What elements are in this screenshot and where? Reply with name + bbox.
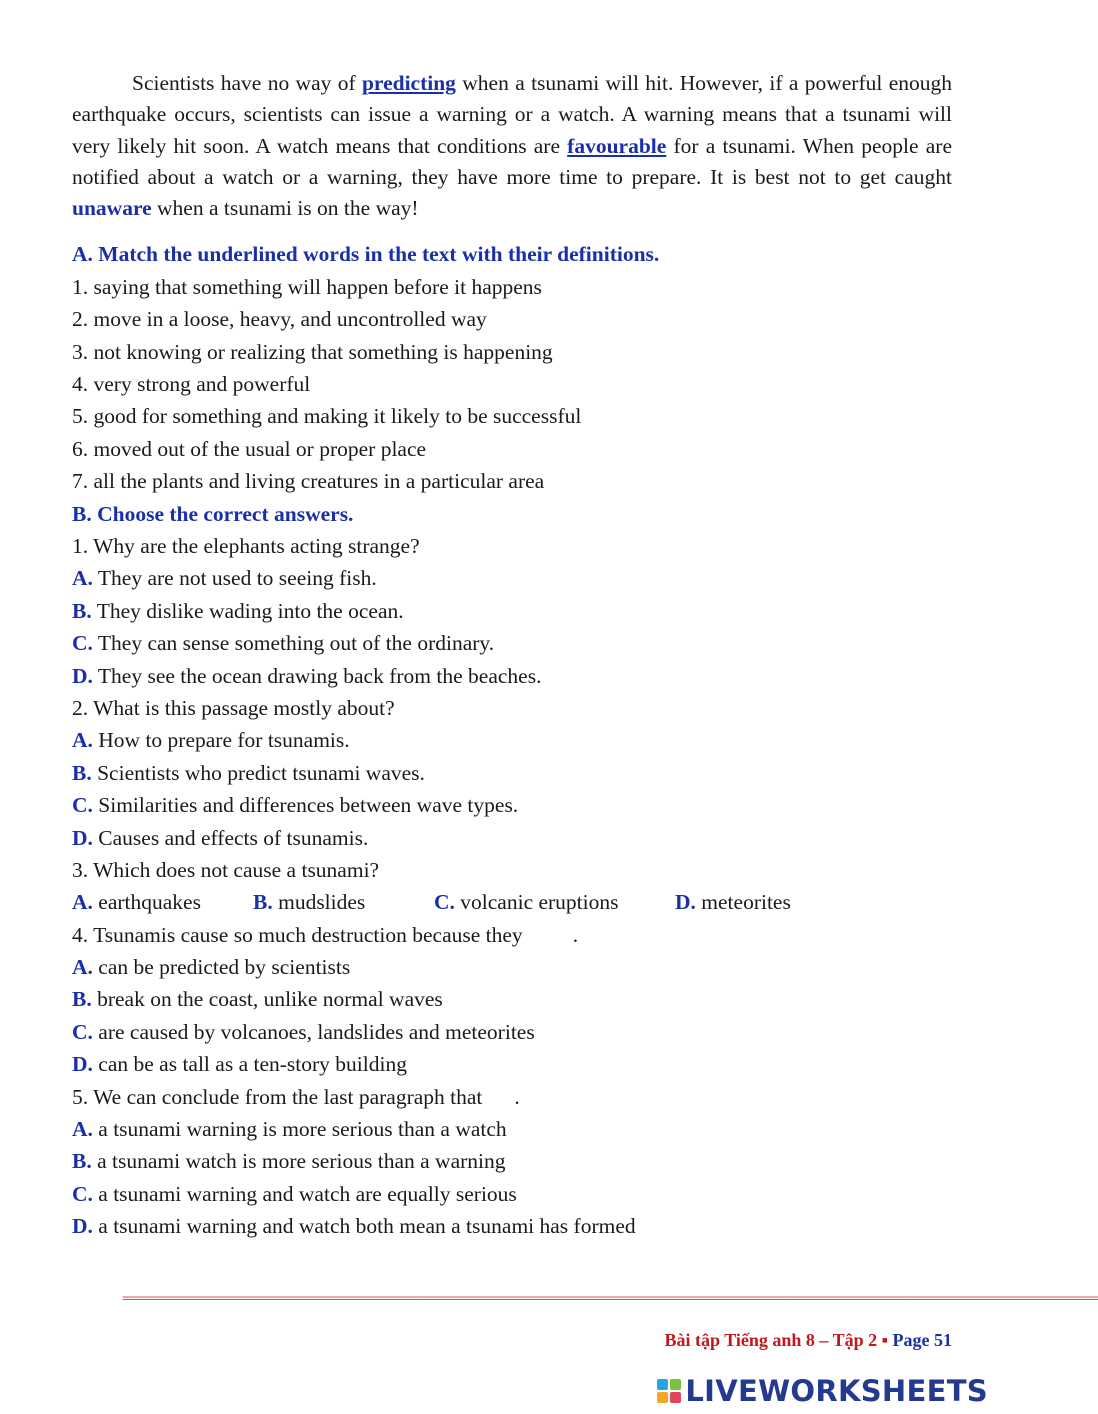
- option-cell: [72, 886, 253, 918]
- option-letter: C.: [72, 631, 93, 656]
- option-text: can be predicted by scientists: [98, 955, 351, 980]
- keyword-unaware: unaware: [72, 196, 152, 221]
- page-number: Page 51: [892, 1330, 952, 1350]
- option-text: can be as tall as a ten-story building: [98, 1052, 407, 1077]
- option-row: [72, 757, 952, 789]
- option-letter: A.: [72, 890, 93, 915]
- keyword-predicting: predicting: [361, 71, 456, 95]
- liveworksheets-logo: [657, 1372, 988, 1410]
- question-text: 5. We can conclude from the last paragraph that: [72, 1084, 483, 1109]
- option-letter: B.: [72, 1149, 92, 1174]
- option-cell: [675, 886, 791, 918]
- option-text: a tsunami warning and watch both mean a tsunami has formed: [98, 1214, 636, 1239]
- option-row: [72, 1210, 952, 1242]
- option-row: [72, 660, 952, 692]
- option-letter: D.: [72, 1052, 93, 1077]
- definition-item: 1. saying that something will happen before it happens: [72, 274, 542, 299]
- option-row: [72, 789, 952, 821]
- option-text: earthquakes: [98, 890, 201, 915]
- option-text: They are not used to seeing fish.: [97, 566, 377, 591]
- option-row: [72, 1145, 952, 1177]
- option-text: a tsunami warning is more serious than a watch: [98, 1117, 507, 1142]
- option-text: break on the coast, unlike normal waves: [97, 987, 443, 1012]
- option-row: [72, 627, 952, 659]
- option-letter: A.: [72, 955, 93, 980]
- passage-text: Scientists have no way of: [132, 71, 362, 95]
- option-letter: A.: [72, 728, 93, 753]
- question-2: 2. What is this passage mostly about?: [72, 695, 395, 720]
- option-text: Causes and effects of tsunamis.: [98, 825, 369, 850]
- definition-item: 6. moved out of the usual or proper place: [72, 436, 427, 461]
- option-text: They can sense something out of the ordinary.: [97, 631, 495, 656]
- question-5: [72, 1081, 952, 1113]
- footer-title: Bài tập Tiếng anh 8 – Tập 2 ▪: [664, 1330, 893, 1350]
- option-letter: C.: [434, 890, 455, 915]
- option-cell: [434, 886, 675, 918]
- option-row: [72, 1048, 952, 1080]
- definition-item: 4. very strong and powerful: [72, 372, 311, 397]
- option-text: volcanic eruptions: [460, 890, 619, 915]
- question-end: .: [514, 1084, 520, 1109]
- question-end: .: [572, 922, 579, 947]
- option-letter: C.: [72, 1019, 93, 1044]
- option-letter: D.: [72, 663, 93, 688]
- definition-item: 5. good for something and making it likely to be successful: [72, 404, 582, 429]
- section-a-heading: A. Match the underlined words in the text with their definitions.: [72, 242, 660, 267]
- option-text: They see the ocean drawing back from the beaches.: [97, 663, 542, 688]
- option-letter: B.: [72, 598, 92, 623]
- question-1: 1. Why are the elephants acting strange?: [72, 534, 420, 558]
- option-row-inline: [72, 886, 952, 918]
- option-row: [72, 822, 952, 854]
- option-letter: B.: [253, 890, 273, 915]
- option-letter: A.: [72, 566, 93, 591]
- option-text: a tsunami warning and watch are equally serious: [98, 1181, 517, 1206]
- option-letter: C.: [72, 1181, 93, 1206]
- option-letter: D.: [72, 825, 93, 850]
- option-text: Similarities and differences between wave types.: [98, 793, 519, 818]
- liveworksheets-logo-icon: [657, 1379, 681, 1403]
- option-text: are caused by volcanoes, landslides and meteorites: [98, 1019, 535, 1044]
- logo-text: LIVEWORKSHEETS: [685, 1374, 988, 1408]
- option-row: [72, 562, 952, 594]
- question-text: 4. Tsunamis cause so much destruction because they: [72, 922, 523, 947]
- option-text: mudslides: [278, 890, 366, 915]
- question-3: 3. Which does not cause a tsunami?: [72, 857, 380, 882]
- question-4: [72, 919, 952, 951]
- option-letter: B.: [72, 760, 92, 785]
- option-text: a tsunami watch is more serious than a warning: [97, 1149, 506, 1174]
- option-row: [72, 595, 952, 627]
- definition-item: 3. not knowing or realizing that something is happening: [72, 339, 553, 364]
- reading-passage: [72, 68, 952, 224]
- option-letter: D.: [675, 890, 696, 915]
- passage-text: when a tsunami will hit. However, if a powerful enough earthquake occurs, scientists can issue a warning or a watch. A warning means that a tsunami will very likely hit soon. A watch means that conditions are: [72, 71, 952, 158]
- worksheet-page: [72, 68, 952, 1243]
- option-row: [72, 724, 952, 756]
- definition-item: 2. move in a loose, heavy, and uncontrolled way: [72, 307, 487, 332]
- definition-item: 7. all the plants and living creatures in a particular area: [72, 469, 545, 494]
- section-b-heading: B. Choose the correct answers.: [72, 501, 354, 526]
- page-divider: ==================================================================================================================================================================: [122, 1291, 1098, 1305]
- option-text: Scientists who predict tsunami waves.: [97, 760, 425, 785]
- option-text: meteorites: [701, 890, 791, 915]
- option-letter: C.: [72, 793, 93, 818]
- option-text: They dislike wading into the ocean.: [96, 598, 404, 623]
- option-row: [72, 951, 952, 983]
- option-letter: B.: [72, 987, 92, 1012]
- passage-text: when a tsunami is on the way!: [151, 196, 419, 221]
- option-row: [72, 1178, 952, 1210]
- keyword-favourable: favourable: [567, 133, 667, 158]
- option-letter: D.: [72, 1214, 93, 1239]
- option-text: How to prepare for tsunamis.: [98, 728, 350, 753]
- option-row: [72, 983, 952, 1015]
- passage-text: for a tsunami. When people are notified about a watch or a warning, they have more time to prepare. It is best not to get caught: [72, 133, 952, 189]
- option-row: [72, 1016, 952, 1048]
- option-cell: [253, 886, 434, 918]
- page-footer: [665, 1330, 952, 1351]
- option-letter: A.: [72, 1117, 93, 1142]
- option-row: [72, 1113, 952, 1145]
